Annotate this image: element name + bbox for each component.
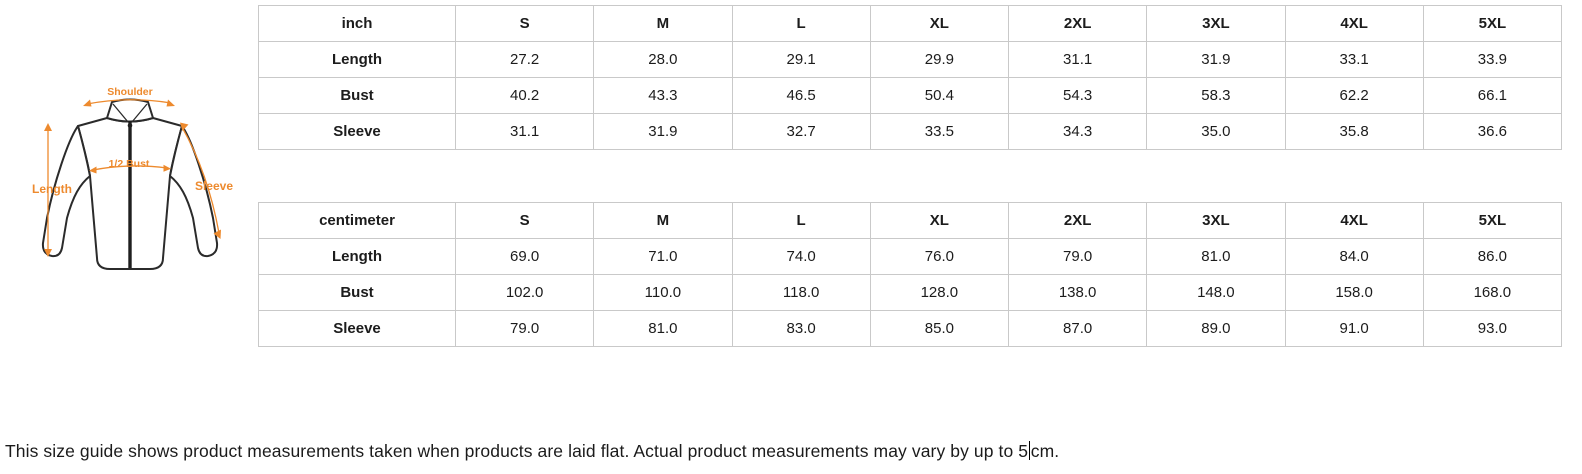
measurement-cell: 66.1 [1423,78,1561,114]
table-header [259,6,1562,42]
table-row [259,114,1562,150]
footer-note[interactable] [5,441,1059,462]
measurement-cell: 85.0 [870,311,1008,347]
row-label-cell: Bust [259,275,456,311]
size-column-header: 4XL [1285,6,1423,42]
table-row [259,239,1562,275]
shoulder-arrowhead-right [167,100,176,107]
table-row [259,311,1562,347]
measurement-cell: 84.0 [1285,239,1423,275]
size-column-header: 5XL [1423,203,1561,239]
size-table-centimeter [258,202,1562,347]
measurement-cell: 36.6 [1423,114,1561,150]
measurement-cell: 43.3 [594,78,732,114]
measurement-cell: 81.0 [1147,239,1285,275]
size-table-inch [258,5,1562,150]
table-row [259,42,1562,78]
jacket-collar [107,100,153,122]
measurement-cell: 31.1 [456,114,594,150]
measurement-cell: 34.3 [1009,114,1147,150]
measurement-cell: 91.0 [1285,311,1423,347]
measurement-cell: 81.0 [594,311,732,347]
measurement-cell: 28.0 [594,42,732,78]
size-column-header: L [732,203,870,239]
table-body [259,239,1562,347]
measurement-cell: 29.1 [732,42,870,78]
measurement-cell: 102.0 [456,275,594,311]
measurement-cell: 27.2 [456,42,594,78]
measurement-cell: 69.0 [456,239,594,275]
shoulder-label: Shoulder [107,86,153,98]
measurement-cell: 138.0 [1009,275,1147,311]
measurement-cell: 110.0 [594,275,732,311]
sleeve-label: Sleeve [194,179,234,193]
measurement-cell: 33.1 [1285,42,1423,78]
size-column-header: XL [870,203,1008,239]
measurement-cell: 148.0 [1147,275,1285,311]
table-row [259,275,1562,311]
size-column-header: 2XL [1009,203,1147,239]
measurement-cell: 83.0 [732,311,870,347]
size-column-header: M [594,203,732,239]
measurement-cell: 54.3 [1009,78,1147,114]
measurement-cell: 31.1 [1009,42,1147,78]
size-column-header: 3XL [1147,203,1285,239]
unit-header-cell: inch [259,6,456,42]
table-header [259,203,1562,239]
shoulder-arrowhead-left [83,100,92,107]
size-column-header: S [456,6,594,42]
measurement-cell: 31.9 [594,114,732,150]
measurement-cell: 29.9 [870,42,1008,78]
measurement-cell: 35.8 [1285,114,1423,150]
measurement-cell: 46.5 [732,78,870,114]
measurement-cell: 79.0 [456,311,594,347]
size-column-header: 5XL [1423,6,1561,42]
size-column-header: 3XL [1147,6,1285,42]
row-label-cell: Bust [259,78,456,114]
header-row [259,6,1562,42]
measurement-cell: 118.0 [732,275,870,311]
size-column-header: S [456,203,594,239]
header-row [259,203,1562,239]
half-bust-label: 1/2 Bust [108,158,150,170]
jacket-zipper [128,121,131,268]
measurement-cell: 32.7 [732,114,870,150]
row-label-cell: Length [259,239,456,275]
size-column-header: M [594,6,732,42]
jacket-illustration [0,78,252,284]
table-body [259,42,1562,150]
measurement-cell: 86.0 [1423,239,1561,275]
measurement-cell: 87.0 [1009,311,1147,347]
unit-header-cell: centimeter [259,203,456,239]
size-column-header: 4XL [1285,203,1423,239]
length-arrowhead-top [44,123,52,131]
measurement-cell: 71.0 [594,239,732,275]
measurement-cell: 76.0 [870,239,1008,275]
jacket-diagram [0,78,252,284]
length-label: Length [32,182,72,196]
size-column-header: L [732,6,870,42]
measurement-cell: 58.3 [1147,78,1285,114]
measurement-cell: 62.2 [1285,78,1423,114]
measurement-cell: 79.0 [1009,239,1147,275]
measurement-cell: 33.9 [1423,42,1561,78]
table-row [259,78,1562,114]
measurement-cell: 31.9 [1147,42,1285,78]
footer-note-text-after: cm. [1030,441,1060,461]
measurement-cell: 35.0 [1147,114,1285,150]
size-column-header: XL [870,6,1008,42]
row-label-cell: Length [259,42,456,78]
measurement-cell: 33.5 [870,114,1008,150]
measurement-cell: 74.0 [732,239,870,275]
row-label-cell: Sleeve [259,114,456,150]
measurement-cell: 93.0 [1423,311,1561,347]
measurement-cell: 168.0 [1423,275,1561,311]
measurement-cell: 158.0 [1285,275,1423,311]
measurement-cell: 40.2 [456,78,594,114]
measurement-cell: 128.0 [870,275,1008,311]
footer-note-text-before: This size guide shows product measurements taken when products are laid flat. Actual product measurements may vary by up to 5 [5,441,1029,461]
jacket-zipper-pull [128,123,133,128]
measurement-cell: 50.4 [870,78,1008,114]
row-label-cell: Sleeve [259,311,456,347]
size-column-header: 2XL [1009,6,1147,42]
measurement-cell: 89.0 [1147,311,1285,347]
